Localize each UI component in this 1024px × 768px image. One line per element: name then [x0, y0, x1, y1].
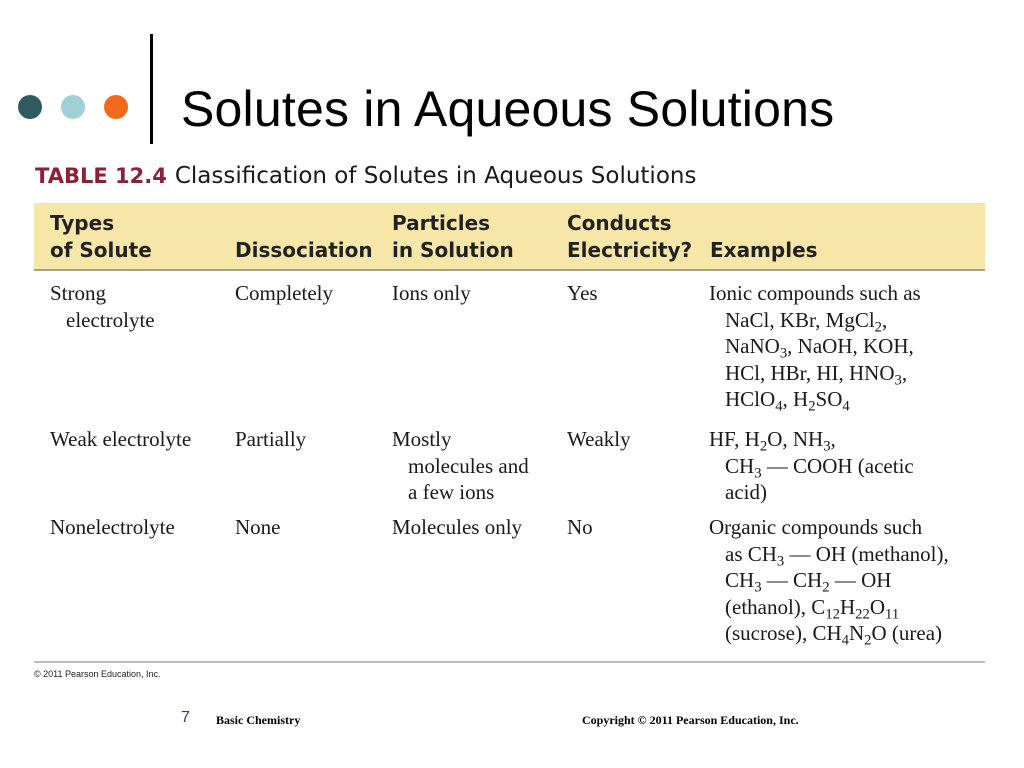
decor-dot-light — [61, 95, 85, 119]
table-caption — [35, 163, 696, 189]
header-particles-line2: in Solution — [392, 238, 514, 262]
row1-examples-line1: Ionic compounds such as — [709, 281, 921, 305]
row2-examples-line2: $CH_3$ — COOH (acetic — [725, 453, 914, 481]
row2-particles-line2: molecules and — [408, 453, 529, 478]
row2-particles — [392, 426, 529, 506]
row2-examples-line1: HF, $H_2O$, $NH_3$, — [709, 427, 836, 455]
header-particles-line1: Particles — [392, 211, 491, 235]
footer-course: Basic Chemistry — [216, 713, 301, 727]
page-number: 7 — [181, 709, 190, 726]
row3-examples-line1: Organic compounds such — [709, 515, 923, 539]
row2-type: Weak electrolyte — [50, 427, 192, 451]
row2-examples — [709, 426, 914, 506]
row2-conducts: Weakly — [567, 427, 631, 451]
decor-dot-dark — [18, 95, 42, 119]
table-bottom-rule — [34, 661, 985, 663]
slide-title: Solutes in Aqueous Solutions — [181, 81, 835, 137]
row2-particles-line3: a few ions — [408, 480, 495, 504]
header-examples: Examples — [710, 238, 818, 262]
row2-examples-line3: acid) — [725, 480, 767, 504]
header-conducts-line2: Electricity? — [567, 238, 693, 262]
row3-examples-line3: $CH_3$ — $CH_2$ — OH — [725, 568, 892, 596]
row1-examples-line5: HClO$_4$, $H_2SO_4$ — [725, 387, 850, 415]
row1-particles: Ions only — [392, 281, 471, 305]
row3-examples — [709, 514, 949, 647]
table-title: Classification of Solutes in Aqueous Solutions — [174, 163, 697, 189]
row3-particles: Molecules only — [392, 515, 523, 539]
row1-examples-line3: NaNO$_3$, NaOH, KOH, — [725, 334, 914, 362]
row1-examples — [709, 280, 921, 413]
decor-dot-orange — [104, 95, 128, 119]
row1-conducts: Yes — [567, 281, 598, 305]
header-dissociation: Dissociation — [235, 238, 373, 262]
table-number: TABLE 12.4 — [35, 164, 167, 188]
row3-examples-line4: (ethanol), $C_{12}H_{22}O_{11}$ — [725, 594, 900, 622]
row3-conducts: No — [567, 515, 593, 539]
header-type-line2: of Solute — [50, 238, 152, 262]
row1-type-line2: electrolyte — [66, 307, 155, 332]
row1-examples-line2: NaCl, KBr, MgCl$_2$, — [725, 307, 888, 335]
header-type — [50, 210, 152, 264]
row1-type — [50, 280, 155, 333]
header-conducts — [567, 210, 692, 264]
header-particles — [392, 210, 514, 264]
row3-examples-line5: (sucrose), $CH_4N_2O$ (urea) — [725, 621, 943, 649]
footer-copyright: Copyright © 2011 Pearson Education, Inc. — [582, 713, 799, 727]
row3-dissociation: None — [235, 515, 281, 539]
row3-examples-line2: as $CH_3$ — OH (methanol), — [725, 541, 949, 569]
row1-type-line1: Strong — [50, 281, 107, 305]
table-header — [34, 203, 985, 271]
header-type-line1: Types — [50, 211, 115, 235]
header-conducts-line1: Conducts — [567, 211, 672, 235]
row1-dissociation: Completely — [235, 281, 333, 305]
title-divider — [150, 34, 153, 144]
row2-particles-line1: Mostly — [392, 427, 452, 451]
row1-examples-line4: HCl, HBr, HI, $HNO_3$, — [725, 360, 908, 388]
row2-dissociation: Partially — [235, 427, 307, 451]
table-credit: © 2011 Pearson Education, Inc. — [34, 669, 161, 679]
row3-type: Nonelectrolyte — [50, 515, 175, 539]
